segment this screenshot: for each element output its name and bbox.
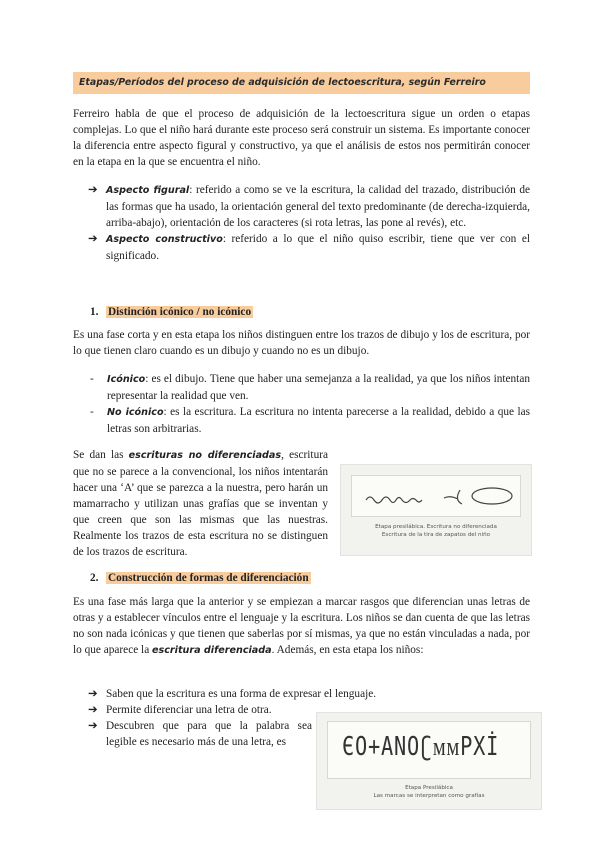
section1-paragraph-2: Se dan las escrituras no diferenciadas, escritura que no se parece a la convencional, los niños intentarán hacer una ‘A’ que se parezca a la nuestra, pero harán un mamarracho y utilizan unas grafías que se inventan y que creen que son las mismas que las nuestras. Realmente los trazos de esta escritura no se distinguen de los trazos de escritura. xyxy=(73,449,328,558)
list-item-1: ➔ Saben que la escritura es una forma de expresar el lenguaje. xyxy=(88,688,377,700)
list-item-iconico: - Icónico: es el dibujo. Tiene que haber una semejanza a la realidad, ya que los niños intentan representar la realidad que ven. xyxy=(90,373,530,402)
figure-caption-line-1: Etapa presilábica. Escritura no diferenciada xyxy=(375,524,497,530)
figure-caption-line-2: Las marcas se interpretan como grafías xyxy=(373,793,485,799)
aspect-term: Aspecto figural xyxy=(106,185,190,196)
arrow-right-icon: ➔ xyxy=(88,704,98,716)
term-diferenciada: escritura diferenciada xyxy=(152,645,272,656)
handwriting-sample: ЄO+ANOʗᴍᴍPXİ xyxy=(342,732,500,762)
section-title: Construcción de formas de diferenciación xyxy=(108,572,309,584)
handwriting-scribble xyxy=(352,476,520,516)
arrow-right-icon: ➔ xyxy=(88,184,98,196)
list-item-3: ➔ Descubren que para que la palabra sea legible es necesario más de una letra, es xyxy=(88,720,312,748)
aspect-item-constructivo xyxy=(88,231,530,264)
figure-no-diferenciada xyxy=(340,464,532,556)
page-title: Etapas/Períodos del proceso de adquisición de lectoescritura, según Ferreiro xyxy=(79,77,486,88)
item-text: : es la escritura. La escritura no intenta parecerse a la realidad, debido a que las letras son arbitrarias. xyxy=(107,406,530,435)
section-heading-1 xyxy=(90,306,253,318)
section-title: Distinción icónico / no icónico xyxy=(108,306,252,318)
aspects-list xyxy=(88,182,530,264)
section1-paragraph: Es una fase corta y en esta etapa los niños distinguen entre los trazos de dibujo y los de escritura, por lo que tienen claro cuando es un dibujo y cuando no es un dibujo. xyxy=(73,329,530,357)
section2-list xyxy=(88,686,377,750)
arrow-right-icon: ➔ xyxy=(88,688,98,700)
item-text: : es el dibujo. Tiene que haber una semejanza a la realidad, ya que los niños intentan representar la realidad que ven. xyxy=(107,373,530,402)
arrow-right-icon: ➔ xyxy=(88,233,98,245)
aspect-term: Aspecto constructivo xyxy=(106,234,223,245)
iconic-list xyxy=(90,371,530,437)
section-number: 1. xyxy=(90,306,99,318)
aspect-item-figural xyxy=(88,182,530,231)
aspect-text: : referido a lo que el niño quiso escribir, tiene que ver con el significado. xyxy=(106,233,530,262)
section-number: 2. xyxy=(90,572,99,584)
section2-paragraph: Es una fase más larga que la anterior y se empiezan a marcar rasgos que diferencian unas letras de otras y a establecer vínculos entre el lenguaje y la escritura. Los niños se dan cuenta de que las letras no son nada icónicas y que tienen que saberlas por sí mismas, ya que no están vinculadas a nada, por lo que aparece la escritura diferenciada. Además, en esta etapa los niños: xyxy=(73,596,530,656)
figure-caption-line-1: Etapa Presilábica xyxy=(405,785,453,791)
intro-paragraph: Ferreiro habla de que el proceso de adquisición de la lectoescritura sigue un orden o etapas complejas. Lo que el niño hará durante este proceso será construir un sistema. Es importante conocer la diferencia entre aspecto figural y constructivo, ya que el análisis de estos nos permitirán conocer en la etapa en la que se encuentra el niño. xyxy=(73,108,530,168)
term-no-diferenciadas: escrituras no diferenciadas xyxy=(128,450,282,461)
item-term: Icónico xyxy=(107,374,146,385)
list-item-no-iconico: - No icónico: es la escritura. La escritura no intenta parecerse a la realidad, debido a que las letras son arbitrarias. xyxy=(90,406,530,435)
figure-diferenciada xyxy=(316,712,542,810)
section-heading-2 xyxy=(90,572,311,584)
arrow-right-icon: ➔ xyxy=(88,720,98,732)
item-term: No icónico xyxy=(107,407,164,418)
list-item-2: ➔ Permite diferenciar una letra de otra. xyxy=(88,704,272,716)
figure-caption-line-2: Escritura de la tira de zapatos del niño xyxy=(381,532,491,538)
aspect-text: : referido a como se ve la escritura, la calidad del trazado, distribución de las formas que ha usado, la orientación general del texto predominante (de derecha-izquierda, arriba-abajo), orientación de los caracteres (si rota letras, las pone al revés), etc. xyxy=(106,184,530,229)
